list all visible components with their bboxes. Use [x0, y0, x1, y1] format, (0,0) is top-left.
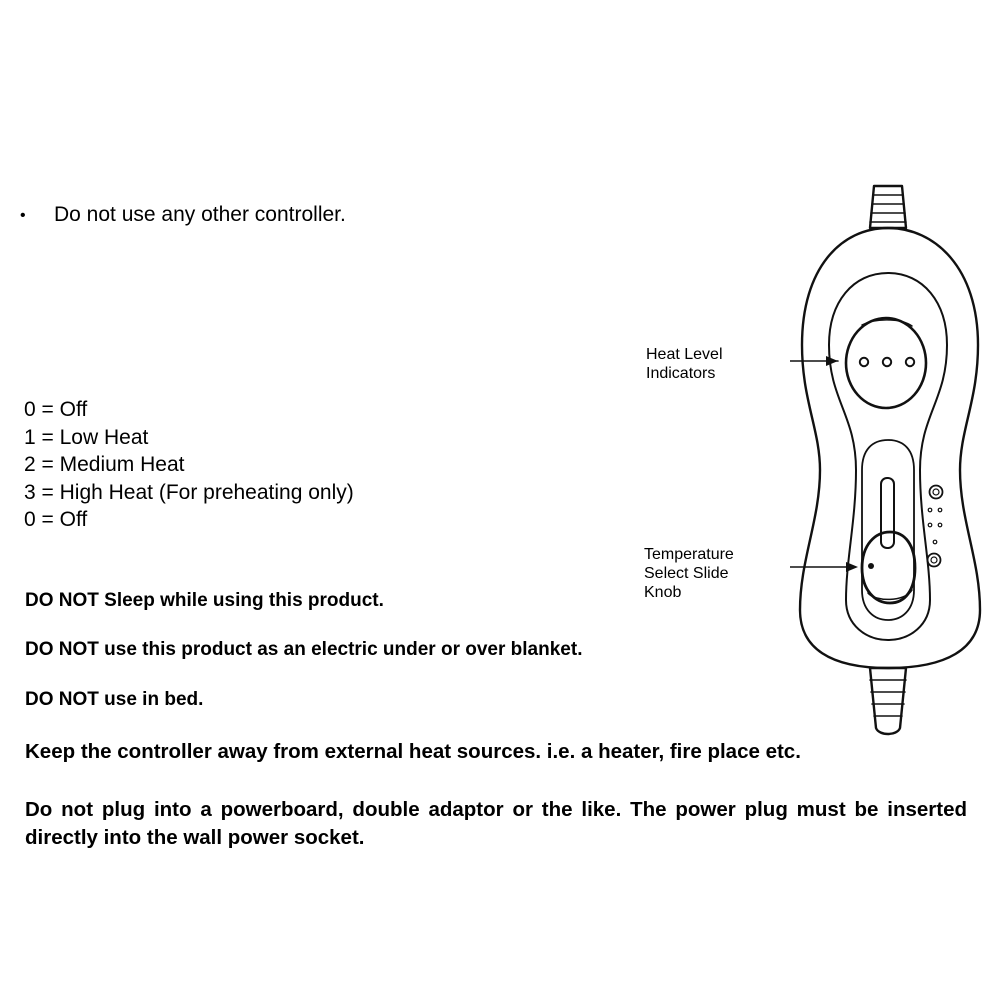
slide-track	[881, 478, 894, 548]
side-button-icon	[930, 486, 943, 499]
warning-power-socket: Do not plug into a powerboard, double adaptor or the like. The power plug must be inserted directly into the wall power socket.	[25, 798, 967, 849]
warning-heat-sources: Keep the controller away from external heat sources. i.e. a heater, fire place etc.	[25, 740, 801, 763]
heat-level-list	[24, 396, 354, 534]
controller-inner-contour	[829, 273, 947, 640]
indicator-lamp-icon	[906, 358, 914, 366]
bullet-marker: •	[20, 207, 26, 224]
indicator-lamp-icon	[883, 358, 891, 366]
callout-line: Indicators	[646, 365, 716, 382]
callout-heat-level-indicators	[646, 345, 723, 383]
callout-arrow-icon	[790, 562, 858, 572]
heat-level-item: 0 = Off	[24, 398, 88, 421]
callout-temperature-knob	[644, 545, 734, 602]
heat-level-item: 2 = Medium Heat	[24, 453, 185, 476]
bottom-cable-strain-relief	[870, 668, 906, 734]
heat-level-item: 3 = High Heat (For preheating only)	[24, 480, 354, 504]
callout-line: Select Slide	[644, 565, 729, 582]
callout-line: Knob	[644, 584, 682, 601]
callout-line: Temperature	[644, 546, 734, 563]
controller-diagram	[790, 180, 990, 740]
callout-line: Heat Level	[646, 346, 723, 363]
warning-no-sleep: DO NOT Sleep while using this product.	[25, 590, 384, 611]
warning-not-blanket: DO NOT use this product as an electric under or over blanket.	[25, 639, 583, 660]
side-button-icon	[928, 554, 941, 567]
heat-level-item: 0 = Off	[24, 508, 88, 531]
indicator-lamp-icon	[860, 358, 868, 366]
heat-level-item: 1 = Low Heat	[24, 425, 149, 449]
top-cable-strain-relief	[870, 186, 906, 228]
warning-not-in-bed: DO NOT use in bed.	[25, 689, 204, 710]
controller-instruction: Do not use any other controller.	[54, 203, 346, 226]
